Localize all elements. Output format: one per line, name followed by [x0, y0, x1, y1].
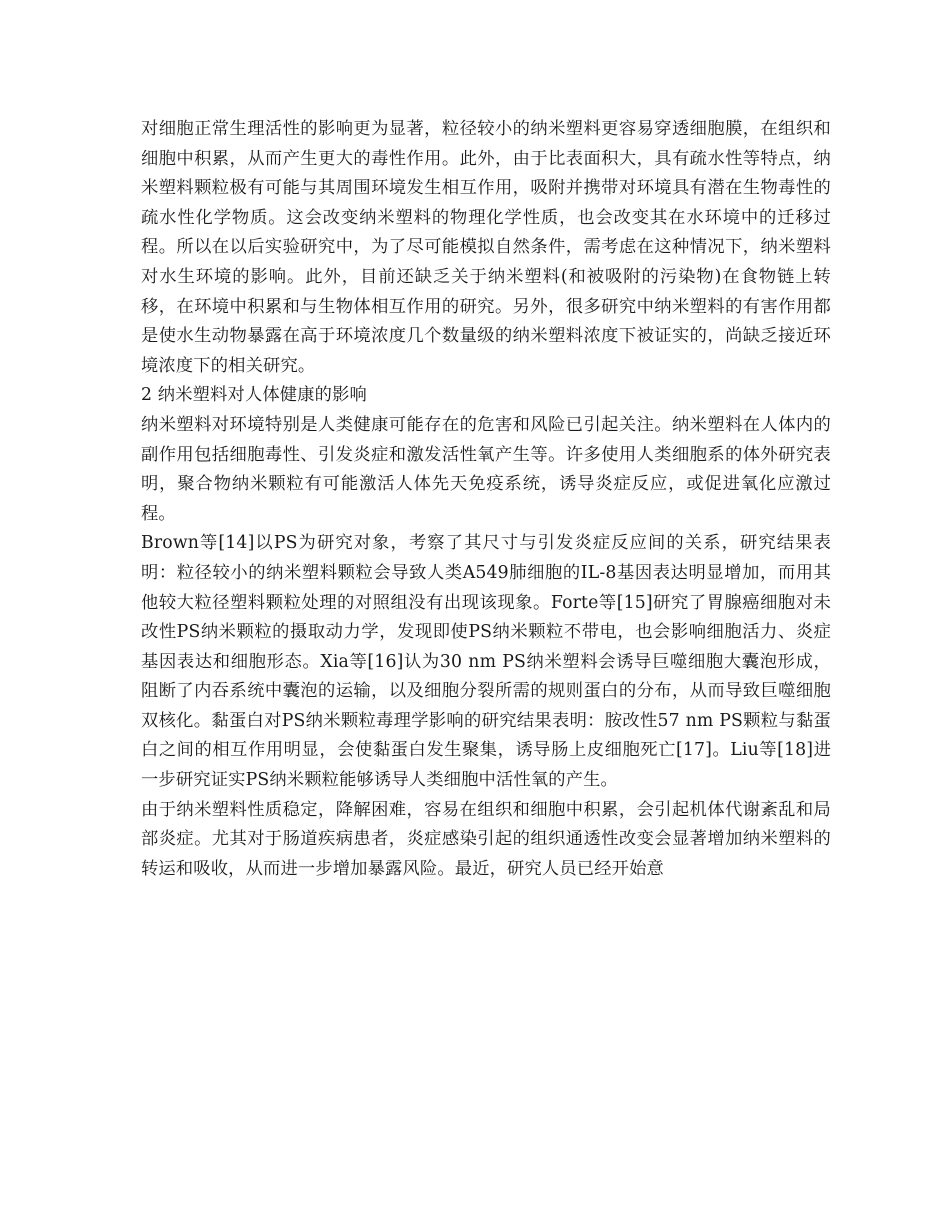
document-body	[141, 115, 831, 884]
paragraph-4: 由于纳米塑料性质稳定，降解困难，容易在组织和细胞中积累，会引起机体代谢紊乱和局部炎症。尤其对于肠道疾病患者，炎症感染引起的组织通透性改变会显著增加纳米塑料的转运和吸收，从而进一步增加暴露风险。最近，研究人员已经开始意	[141, 799, 831, 879]
paragraph-2: 纳米塑料对环境特别是人类健康可能存在的危害和风险已引起关注。纳米塑料在人体内的副作用包括细胞毒性、引发炎症和激发活性氧产生等。许多使用人类细胞系的体外研究表明，聚合物纳米颗粒有可能激活人体先天免疫系统，诱导炎症反应，或促进氧化应激过程。	[141, 414, 831, 524]
paragraph-3: Brown等[14]以PS为研究对象，考察了其尺寸与引发炎症反应间的关系，研究结果表明：粒径较小的纳米塑料颗粒会导致人类A549肺细胞的IL-8基因表达明显增加，而用其他较大粒径塑料颗粒处理的对照组没有出现该现象。Forte等[15]研究了胃腺癌细胞对未改性PS纳米颗粒的摄取动力学，发现即使PS纳米颗粒不带电，也会影响细胞活力、炎症基因表达和细胞形态。Xia等[16]认为30 nm PS纳米塑料会诱导巨噬细胞大囊泡形成，阻断了内吞系统中囊泡的运输，以及细胞分裂所需的规则蛋白的分布，从而导致巨噬细胞双核化。黏蛋白对PS纳米颗粒毒理学影响的研究结果表明：胺改性57 nm PS颗粒与黏蛋白之间的相互作用明显，会使黏蛋白发生聚集，诱导肠上皮细胞死亡[17]。Liu等[18]进一步研究证实PS纳米颗粒能够诱导人类细胞中活性氧的产生。	[141, 533, 831, 791]
paragraph-1: 对细胞正常生理活性的影响更为显著，粒径较小的纳米塑料更容易穿透细胞膜，在组织和细胞中积累，从而产生更大的毒性作用。此外，由于比表面积大，具有疏水性等特点，纳米塑料颗粒极有可能与其周围环境发生相互作用，吸附并携带对环境具有潜在生物毒性的疏水性化学物质。这会改变纳米塑料的物理化学性质，也会改变其在水环境中的迁移过程。所以在以后实验研究中，为了尽可能模拟自然条件，需考虑在这种情况下，纳米塑料对水生环境的影响。此外，目前还缺乏关于纳米塑料(和被吸附的污染物)在食物链上转移，在环境中积累和与生物体相互作用的研究。另外，很多研究中纳米塑料的有害作用都是使水生动物暴露在高于环境浓度几个数量级的纳米塑料浓度下被证实的，尚缺乏接近环境浓度下的相关研究。	[141, 119, 831, 376]
section-heading: 2 纳米塑料对人体健康的影响	[141, 385, 367, 406]
